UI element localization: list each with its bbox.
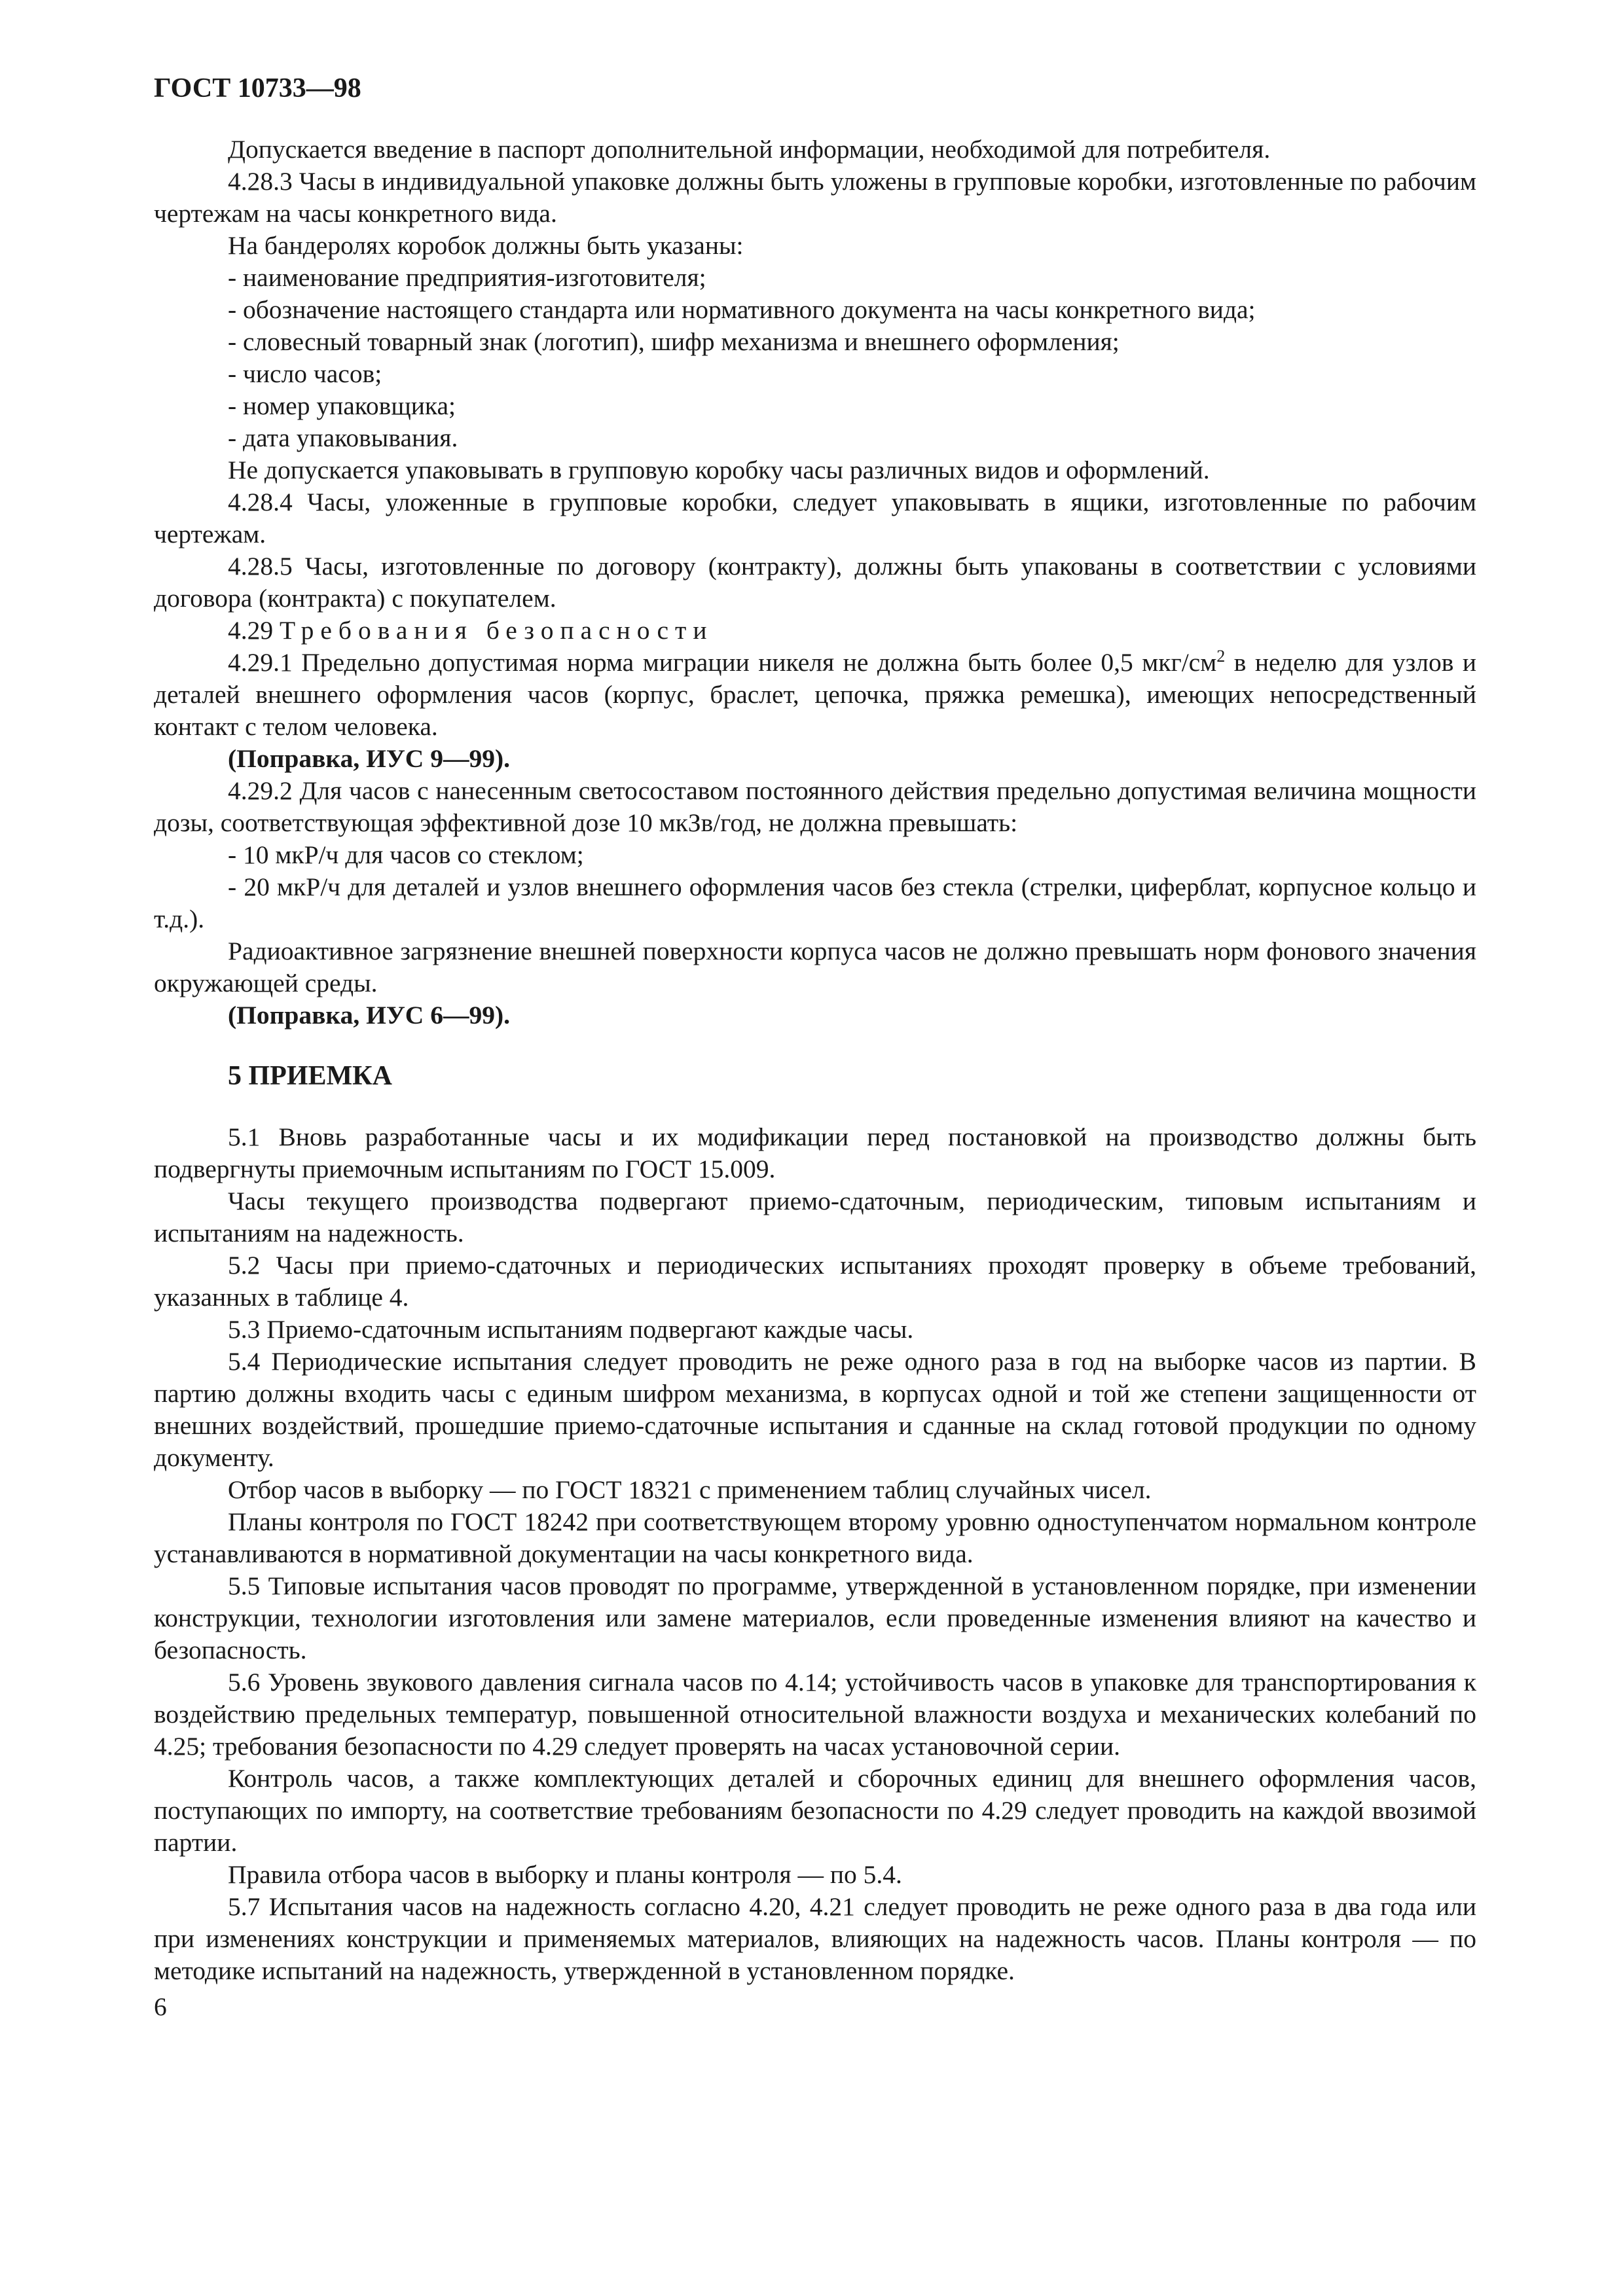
paragraph: Часы текущего производства подвергают приемо-сдаточным, периодическим, типовым испытаниям и испытаниям на надежность. (154, 1187, 1476, 1247)
paragraph: 4.28.3 Часы в индивидуальной упаковке должны быть уложены в групповые коробки, изготовленные по рабочим чертежам на часы конкретного вида. (154, 167, 1476, 228)
list-item: - 10 мкР/ч для часов со стеклом; (228, 840, 584, 869)
amendment-note: (Поправка, ИУС 9—99). (228, 744, 510, 773)
paragraph: Правила отбора часов в выборку и планы контроля — по 5.4. (228, 1860, 902, 1889)
superscript: 2 (1216, 646, 1226, 666)
list-item: - словесный товарный знак (логотип), шифр механизма и внешнего оформления; (228, 327, 1120, 356)
paragraph: Радиоактивное загрязнение внешней поверхности корпуса часов не должно превышать норм фонового значения окружающей среды. (154, 937, 1476, 997)
list-item: - номер упаковщика; (228, 391, 456, 420)
paragraph: 5.6 Уровень звукового давления сигнала часов по 4.14; устойчивость часов в упаковке для транспортирования к воздействию предельных температур, повышенной относительной влажности воздуха и механических колебаний по 4.25; требования безопасности по 4.29 следует проверять на часах установочной серии. (154, 1668, 1476, 1761)
paragraph: 4.29.1 Предельно допустимая норма миграции никеля не должна быть более 0,5 мкг/$см^2$ в неделю для узлов и деталей внешнего оформления часов (корпус, браслет, цепочка, пряжка ремешка), имеющих непосредственный контакт с телом человека. (154, 646, 1476, 741)
list-item: - обозначение настоящего стандарта или нормативного документа на часы конкретного вида; (228, 295, 1256, 324)
list-item: - 20 мкР/ч для деталей и узлов внешнего оформления часов без стекла (стрелки, циферблат, корпусное кольцо и т.д.). (154, 872, 1476, 933)
paragraph: 4.29.2 Для часов с нанесенным светосоставом постоянного действия предельно допустимая величина мощности дозы, соответствующая эффективной дозе 10 мкЗв/год, не должна превышать: (154, 776, 1476, 837)
paragraph: 4.28.4 Часы, уложенные в групповые коробки, следует упаковывать в ящики, изготовленные по рабочим чертежам. (154, 488, 1476, 548)
list-item: - число часов; (228, 359, 382, 388)
list-item: - наименование предприятия-изготовителя; (228, 263, 706, 292)
subsection-heading (154, 615, 1476, 647)
paragraph: 5.7 Испытания часов на надежность согласно 4.20, 4.21 следует проводить не реже одного раза в два года или при изменениях конструкции и применяемых материалов, влияющих на надежность часов. Планы контроля — по методике испытаний на надежность, утвержденной в установленном порядке. (154, 1892, 1476, 1985)
paragraph: На бандеролях коробок должны быть указаны: (228, 231, 744, 260)
page-number: 6 (154, 1992, 167, 2021)
paragraph: Не допускается упаковывать в групповую коробку часы различных видов и оформлений. (228, 456, 1210, 484)
paragraph: Отбор часов в выборку — по ГОСТ 18321 с применением таблиц случайных чисел. (228, 1475, 1152, 1504)
paragraph: 5.2 Часы при приемо-сдаточных и периодических испытаниях проходят проверку в объеме требований, указанных в таблице 4. (154, 1251, 1476, 1312)
paragraph: Планы контроля по ГОСТ 18242 при соответствующем второму уровню одноступенчатом нормальном контроле устанавливаются в нормативной документации на часы конкретного вида. (154, 1507, 1476, 1568)
paragraph: Контроль часов, а также комплектующих деталей и сборочных единиц для внешнего оформления часов, поступающих по импорту, на соответствие требованиям безопасности по 4.29 следует проводить на каждой ввозимой партии. (154, 1764, 1476, 1857)
paragraph: Допускается введение в паспорт дополнительной информации, необходимой для потребителя. (228, 135, 1271, 164)
list-item: - дата упаковывания. (228, 423, 458, 452)
paragraph: 4.28.5 Часы, изготовленные по договору (контракту), должны быть упакованы в соответствии с условиями договора (контракта) с покупателем. (154, 552, 1476, 613)
document-page (154, 72, 1476, 2023)
amendment-note: (Поправка, ИУС 6—99). (228, 1001, 510, 1030)
section-heading: 5 ПРИЕМКА (228, 1061, 392, 1091)
subsection-title: Требования безопасности (280, 616, 714, 645)
paragraph: 5.5 Типовые испытания часов проводят по программе, утвержденной в установленном порядке, при изменении конструкции, технологии изготовления или замене материалов, если проведенные изменения влияют на качество и безопасность. (154, 1571, 1476, 1664)
paragraph: 5.4 Периодические испытания следует проводить не реже одного раза в год на выборке часов из партии. В партию должны входить часы с единым шифром механизма, в корпусах одной и той же степени защищенности от внешних воздействий, прошедшие приемо-сдаточные испытания и сданные на склад готовой продукции по одному документу. (154, 1347, 1476, 1472)
subsection-number: 4.29 (228, 616, 274, 645)
paragraph: 5.1 Вновь разработанные часы и их модификации перед постановкой на производство должны быть подвергнуты приемочным испытаниям по ГОСТ 15.009. (154, 1122, 1476, 1183)
paragraph: 5.3 Приемо-сдаточным испытаниям подвергают каждые часы. (228, 1315, 914, 1344)
document-header: ГОСТ 10733—98 (154, 73, 361, 103)
